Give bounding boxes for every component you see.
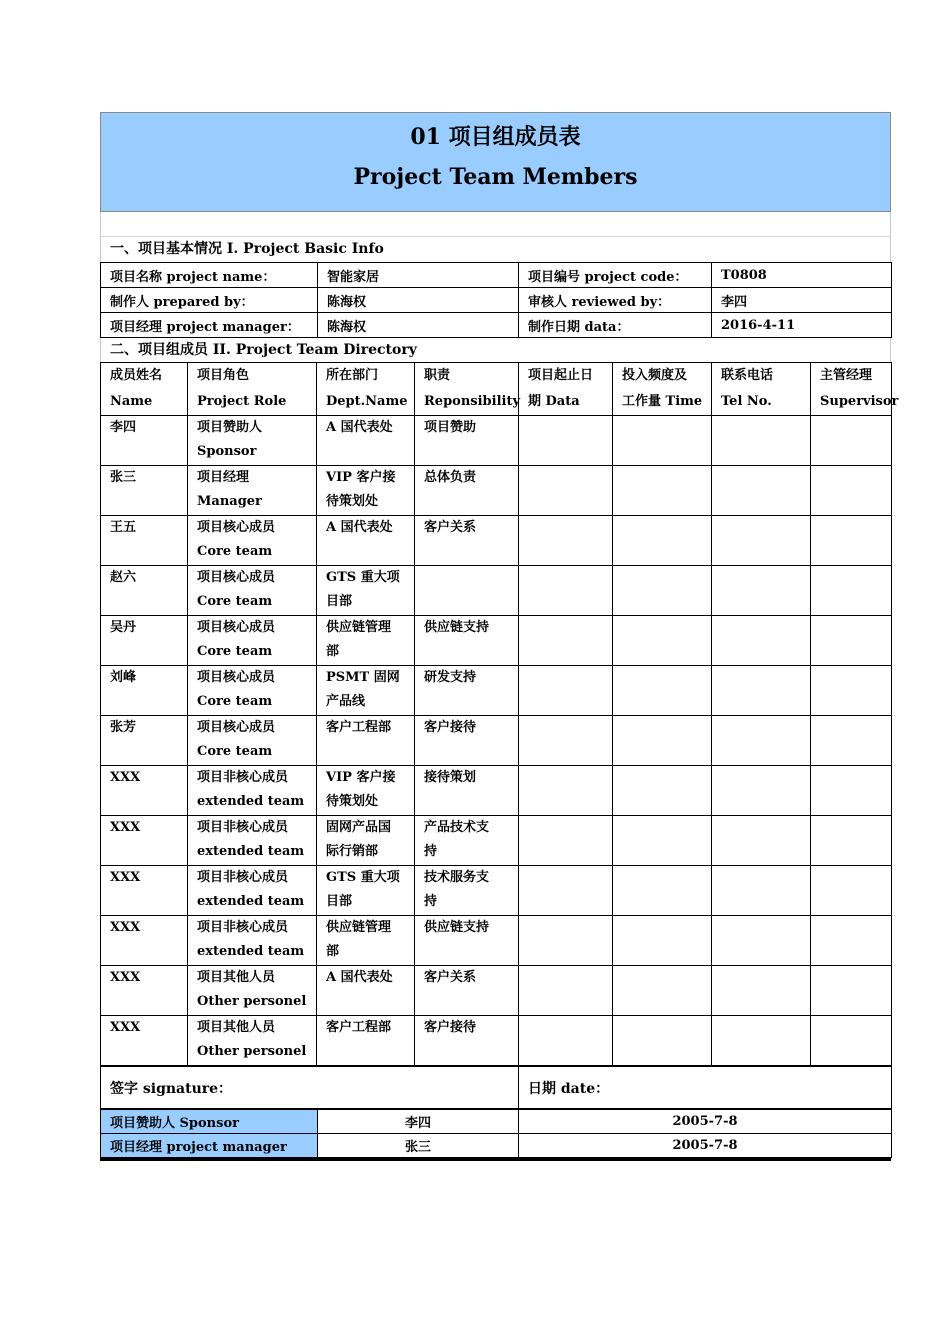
member-responsibility: [415, 966, 519, 1016]
member-role-en: Other personel: [197, 1044, 307, 1059]
member-name: 李四: [101, 416, 188, 466]
member-role: [188, 766, 317, 816]
member-dept-line2: 待策划处: [326, 794, 379, 809]
member-dept-line1: 供应链管理: [326, 620, 392, 635]
member-dept-line1: A 国代表处: [326, 970, 393, 985]
member-supervisor: [811, 766, 892, 816]
member-tel: [712, 816, 811, 866]
document-sheet: [100, 112, 899, 1161]
member-dates: [519, 866, 613, 916]
info-label: 审核人 reviewed by：: [519, 288, 712, 313]
member-responsibility-line1: 接待策划: [424, 770, 477, 785]
member-tel: [712, 516, 811, 566]
member-role-cn: 项目其他人员: [197, 970, 276, 985]
member-responsibility: [415, 1016, 519, 1066]
column-header-line2: 期 Data: [528, 394, 580, 409]
column-header-line1: 职责: [424, 368, 451, 383]
member-name: 王五: [101, 516, 188, 566]
member-time: [613, 466, 712, 516]
member-responsibility-line1: 产品技术支: [424, 820, 490, 835]
member-dept-line1: A 国代表处: [326, 420, 393, 435]
info-label: 项目编号 project code：: [519, 263, 712, 288]
member-role-en: Sponsor: [197, 444, 257, 459]
column-header-line1: 成员姓名: [110, 368, 163, 383]
table-row: [101, 466, 892, 516]
member-role-en: extended team: [197, 944, 305, 959]
team-directory-table: [100, 362, 899, 1066]
member-responsibility: [415, 416, 519, 466]
table-row: [101, 666, 892, 716]
title-banner: [100, 112, 891, 212]
member-dept: [317, 816, 415, 866]
member-responsibility-line1: 总体负责: [424, 470, 477, 485]
column-header-line1: 主管经理: [820, 368, 873, 383]
member-role-cn: 项目核心成员: [197, 570, 276, 585]
member-time: [613, 716, 712, 766]
signer-row: [101, 1110, 892, 1134]
column-header-line2: Dept.Name: [326, 394, 408, 409]
info-value: 陈海权: [318, 288, 519, 313]
member-time: [613, 766, 712, 816]
directory-header-row: [101, 363, 892, 416]
member-role-en: extended team: [197, 844, 305, 859]
member-tel: [712, 716, 811, 766]
table-row: [101, 716, 892, 766]
member-role-en: Core team: [197, 594, 273, 609]
member-dept-line2: 产品线: [326, 694, 366, 709]
member-time: [613, 516, 712, 566]
member-role-cn: 项目其他人员: [197, 1020, 276, 1035]
member-role-cn: 项目非核心成员: [197, 920, 289, 935]
signers-table: [100, 1109, 892, 1158]
info-label: 制作日期 data：: [519, 313, 712, 338]
member-time: [613, 416, 712, 466]
member-dates: [519, 766, 613, 816]
member-dept: [317, 916, 415, 966]
column-header: [415, 363, 519, 416]
table-row: [101, 416, 892, 466]
member-dept: [317, 766, 415, 816]
info-label: 制作人 prepared by：: [101, 288, 318, 313]
column-header: [188, 363, 317, 416]
member-dept-line2: 部: [326, 944, 340, 959]
member-dept-line1: PSMT 固网: [326, 670, 400, 685]
member-role: [188, 566, 317, 616]
table-row: [101, 816, 892, 866]
signer-name: 张三: [318, 1134, 519, 1158]
signer-date: 2005-7-8: [519, 1134, 892, 1158]
member-supervisor: [811, 616, 892, 666]
member-time: [613, 1016, 712, 1066]
member-responsibility-line1: 项目赞助: [424, 420, 477, 435]
info-value: 李四: [712, 288, 892, 313]
member-responsibility-line2: 持: [424, 894, 438, 909]
member-tel: [712, 916, 811, 966]
member-responsibility-line1: 客户关系: [424, 970, 477, 985]
member-supervisor: [811, 716, 892, 766]
member-tel: [712, 666, 811, 716]
table-row: [101, 866, 892, 916]
signer-row: [101, 1134, 892, 1158]
member-name: 刘峰: [101, 666, 188, 716]
member-dates: [519, 416, 613, 466]
member-dates: [519, 816, 613, 866]
member-role-cn: 项目非核心成员: [197, 770, 289, 785]
signature-label: 签字 signature：: [101, 1067, 519, 1109]
member-dept: [317, 666, 415, 716]
member-role-en: extended team: [197, 794, 305, 809]
member-dept-line1: 客户工程部: [326, 720, 392, 735]
member-time: [613, 966, 712, 1016]
member-dates: [519, 1016, 613, 1066]
member-role-en: Core team: [197, 694, 273, 709]
info-label: 项目经理 project manager：: [101, 313, 318, 338]
member-role-cn: 项目核心成员: [197, 670, 276, 685]
table-row: [101, 616, 892, 666]
bottom-rule: [100, 1158, 891, 1161]
member-dept: [317, 1016, 415, 1066]
member-role-en: Core team: [197, 644, 273, 659]
spacer-row: [100, 212, 891, 237]
member-dept-line2: 部: [326, 644, 340, 659]
member-role-cn: 项目经理: [197, 470, 250, 485]
member-supervisor: [811, 1016, 892, 1066]
member-dates: [519, 716, 613, 766]
info-value: 2016-4-11: [712, 313, 892, 338]
member-dept-line1: 客户工程部: [326, 1020, 392, 1035]
column-header-line2: Project Role: [197, 394, 287, 409]
member-responsibility: [415, 466, 519, 516]
column-header-line1: 联系电话: [721, 368, 774, 383]
member-dept: [317, 566, 415, 616]
member-supervisor: [811, 516, 892, 566]
column-header-line2: Tel No.: [721, 394, 772, 409]
member-responsibility: [415, 516, 519, 566]
member-tel: [712, 416, 811, 466]
member-dates: [519, 666, 613, 716]
member-responsibility: [415, 816, 519, 866]
column-header-line2: Reponsibility: [424, 394, 521, 409]
member-role-cn: 项目赞助人: [197, 420, 263, 435]
member-dept: [317, 516, 415, 566]
signer-name: 李四: [318, 1110, 519, 1134]
member-time: [613, 816, 712, 866]
member-supervisor: [811, 916, 892, 966]
column-header-line2: Name: [110, 394, 153, 409]
member-role-en: Core team: [197, 544, 273, 559]
member-role: [188, 416, 317, 466]
member-dept-line2: 目部: [326, 594, 353, 609]
member-responsibility-line1: 技术服务支: [424, 870, 490, 885]
member-name: XXX: [101, 966, 188, 1016]
member-supervisor: [811, 966, 892, 1016]
member-name: XXX: [101, 816, 188, 866]
member-dates: [519, 466, 613, 516]
member-time: [613, 866, 712, 916]
title-english: Project Team Members: [353, 164, 638, 190]
column-header-line1: 项目起止日: [528, 368, 594, 383]
signature-table: [100, 1066, 892, 1109]
member-role: [188, 666, 317, 716]
member-role-en: extended team: [197, 894, 305, 909]
member-role: [188, 816, 317, 866]
member-supervisor: [811, 416, 892, 466]
table-row: [101, 766, 892, 816]
section-team-directory-heading: 二、项目组成员 II. Project Team Directory: [100, 338, 891, 362]
member-role: [188, 516, 317, 566]
member-tel: [712, 566, 811, 616]
member-dept: [317, 416, 415, 466]
info-value: 陈海权: [318, 313, 519, 338]
info-row: [101, 288, 892, 313]
member-role-en: Core team: [197, 744, 273, 759]
member-responsibility: [415, 566, 519, 616]
member-tel: [712, 866, 811, 916]
member-responsibility-line1: 供应链支持: [424, 620, 490, 635]
member-time: [613, 666, 712, 716]
member-dept: [317, 616, 415, 666]
member-tel: [712, 766, 811, 816]
member-supervisor: [811, 816, 892, 866]
table-row: [101, 916, 892, 966]
member-role-cn: 项目非核心成员: [197, 870, 289, 885]
table-row: [101, 516, 892, 566]
member-responsibility-line1: 研发支持: [424, 670, 477, 685]
member-time: [613, 566, 712, 616]
title-chinese: 01 项目组成员表: [410, 124, 581, 150]
member-dates: [519, 516, 613, 566]
member-role: [188, 466, 317, 516]
section-basic-info-heading: 一、项目基本情况 I. Project Basic Info: [100, 237, 891, 262]
member-supervisor: [811, 866, 892, 916]
member-name: 吴丹: [101, 616, 188, 666]
column-header: [613, 363, 712, 416]
member-supervisor: [811, 666, 892, 716]
member-tel: [712, 1016, 811, 1066]
member-tel: [712, 966, 811, 1016]
signature-date-label: 日期 date：: [519, 1067, 892, 1109]
member-time: [613, 916, 712, 966]
member-role: [188, 916, 317, 966]
member-responsibility-line1: 客户关系: [424, 520, 477, 535]
column-header-line1: 项目角色: [197, 368, 250, 383]
member-role-cn: 项目非核心成员: [197, 820, 289, 835]
member-tel: [712, 466, 811, 516]
basic-info-table: [100, 262, 892, 338]
member-supervisor: [811, 466, 892, 516]
member-dept-line1: 供应链管理: [326, 920, 392, 935]
member-name: XXX: [101, 1016, 188, 1066]
member-role-en: Other personel: [197, 994, 307, 1009]
member-name: 赵六: [101, 566, 188, 616]
member-dept: [317, 716, 415, 766]
member-dates: [519, 916, 613, 966]
info-value: 智能家居: [318, 263, 519, 288]
member-name: 张芳: [101, 716, 188, 766]
member-dept-line1: GTS 重大项: [326, 870, 400, 885]
member-responsibility: [415, 916, 519, 966]
member-dates: [519, 616, 613, 666]
column-header: [519, 363, 613, 416]
table-row: [101, 1016, 892, 1066]
info-row: [101, 263, 892, 288]
column-header: [101, 363, 188, 416]
info-value: T0808: [712, 263, 892, 288]
member-role: [188, 716, 317, 766]
member-name: XXX: [101, 916, 188, 966]
member-role: [188, 1016, 317, 1066]
member-responsibility: [415, 766, 519, 816]
member-responsibility: [415, 616, 519, 666]
member-name: XXX: [101, 766, 188, 816]
member-role-cn: 项目核心成员: [197, 720, 276, 735]
member-dept-line2: 际行销部: [326, 844, 379, 859]
member-dept-line1: A 国代表处: [326, 520, 393, 535]
member-responsibility-line1: 客户接待: [424, 720, 477, 735]
member-role-cn: 项目核心成员: [197, 520, 276, 535]
member-role: [188, 966, 317, 1016]
column-header-line1: 所在部门: [326, 368, 379, 383]
member-dates: [519, 966, 613, 1016]
member-dept-line1: VIP 客户接: [326, 470, 396, 485]
signer-role: 项目经理 project manager: [101, 1134, 318, 1158]
member-dept-line2: 目部: [326, 894, 353, 909]
column-header: [811, 363, 899, 416]
member-role: [188, 866, 317, 916]
member-time: [613, 616, 712, 666]
column-header-line2: Supervisor: [820, 394, 899, 409]
column-header-line1: 投入频度及: [622, 368, 688, 383]
member-tel: [712, 616, 811, 666]
member-role-en: Manager: [197, 494, 262, 509]
member-responsibility-line1: 供应链支持: [424, 920, 490, 935]
table-row: [101, 566, 892, 616]
member-dates: [519, 566, 613, 616]
column-header-line2: 工作量 Time: [622, 394, 703, 409]
member-dept-line1: GTS 重大项: [326, 570, 400, 585]
member-name: XXX: [101, 866, 188, 916]
member-responsibility-line1: 客户接待: [424, 1020, 477, 1035]
column-header: [712, 363, 811, 416]
member-dept: [317, 866, 415, 916]
member-role-cn: 项目核心成员: [197, 620, 276, 635]
member-role: [188, 616, 317, 666]
info-row: [101, 313, 892, 338]
member-dept-line2: 待策划处: [326, 494, 379, 509]
member-supervisor: [811, 566, 892, 616]
signer-role: 项目赞助人 Sponsor: [101, 1110, 318, 1134]
member-name: 张三: [101, 466, 188, 516]
info-label: 项目名称 project name：: [101, 263, 318, 288]
member-dept: [317, 966, 415, 1016]
member-responsibility: [415, 866, 519, 916]
member-responsibility: [415, 666, 519, 716]
member-responsibility: [415, 716, 519, 766]
signer-date: 2005-7-8: [519, 1110, 892, 1134]
member-dept: [317, 466, 415, 516]
member-dept-line1: 固网产品国: [326, 820, 392, 835]
member-responsibility-line2: 持: [424, 844, 438, 859]
member-dept-line1: VIP 客户接: [326, 770, 396, 785]
table-row: [101, 966, 892, 1016]
column-header: [317, 363, 415, 416]
